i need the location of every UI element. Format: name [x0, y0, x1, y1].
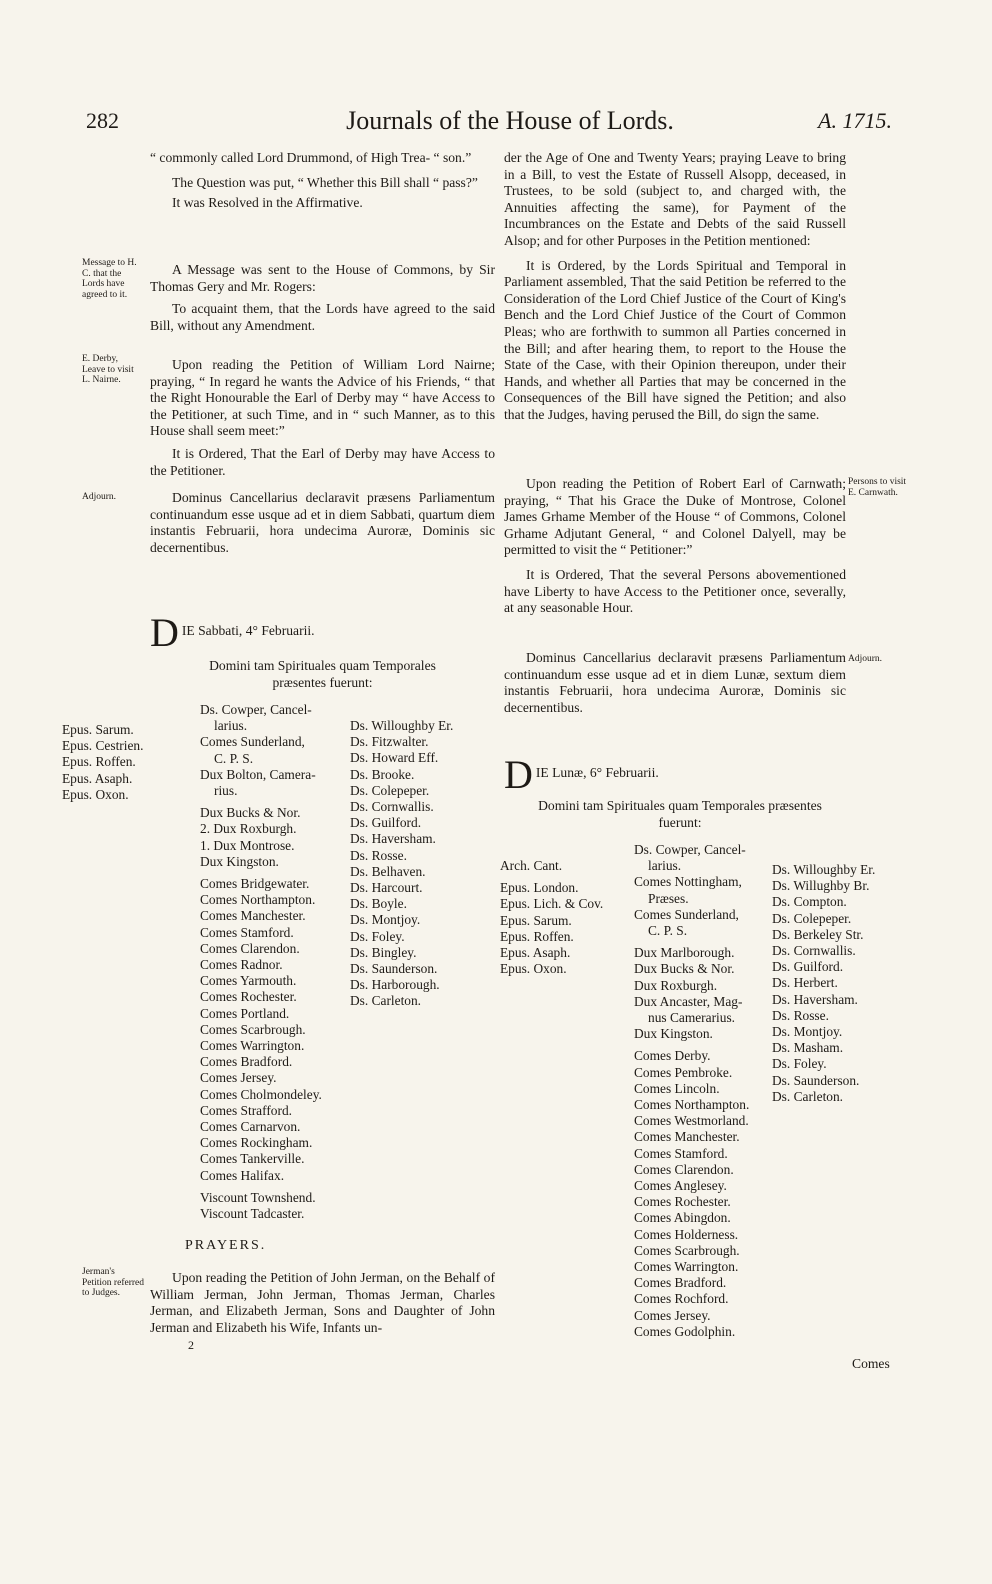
noble-entry: Comes Rochester. — [200, 989, 297, 1005]
day-heading-saturday — [150, 610, 495, 655]
noble-entry: Comes Abingdon. — [634, 1210, 731, 1226]
left-block-message — [150, 262, 495, 334]
noble-entry: Comes Rochford. — [634, 1291, 729, 1307]
right-paragraph-5: Dominus Cancellarius declaravit præsens Parliamentum continuandum esse usque ad et in diem Lunæ, sextum diem instantis Februarii, hora undecima Auroræ, Dominis sic decernentibus. — [504, 650, 846, 715]
margin-note-derby: E. Derby, Leave to visit L. Nairne. — [82, 354, 134, 385]
noble-entry: Comes Scarbrough. — [200, 1021, 306, 1037]
bishop-entry: Arch. Cant. — [500, 858, 563, 873]
noble-entry: Comes Warrington. — [200, 1038, 305, 1054]
baron-entry: Ds. Cornwallis. — [772, 943, 856, 959]
bishop-entry: Epus. Oxon. — [62, 786, 129, 802]
left-paragraph-5: To acquaint them, that the Lords have agreed to the said Bill, without any Amendment. — [150, 301, 495, 333]
noble-entry: Comes Yarmouth. — [200, 973, 297, 989]
noble-entry: Viscount Tadcaster. — [200, 1206, 305, 1222]
noble-entry: Comes Holderness. — [634, 1226, 739, 1242]
noble-entry: Comes Clarendon. — [200, 940, 300, 956]
noble-entry: Comes Manchester. — [200, 908, 306, 924]
noble-entry: Comes Northampton. — [634, 1097, 750, 1113]
nobles-list-left — [200, 702, 340, 1222]
noble-entry: nus Camerarius. — [648, 1010, 736, 1026]
noble-entry: larius. — [648, 858, 682, 874]
noble-entry: Comes Warrington. — [634, 1259, 739, 1275]
baron-entry: Ds. Brooke. — [350, 766, 415, 782]
margin-note-adjourn: Adjourn. — [82, 492, 117, 502]
baron-entry: Ds. Carleton. — [350, 993, 422, 1009]
baron-entry: Ds. Harborough. — [350, 977, 440, 993]
page-year: A. 1715. — [818, 108, 892, 133]
noble-entry: Comes Lincoln. — [634, 1080, 720, 1096]
noble-entry: Comes Northampton. — [200, 892, 316, 908]
catchword: Comes — [852, 1356, 890, 1371]
baron-entry: Ds. Guilford. — [772, 959, 844, 975]
noble-entry: Dux Bolton, Camera- — [200, 766, 316, 782]
baron-entry: Ds. Colepeper. — [350, 782, 430, 798]
present-line-left: Domini tam Spirituales quam Temporales præsentes fuerunt: — [209, 658, 436, 690]
right-block-adjourn — [504, 650, 846, 716]
baron-entry: Ds. Cornwallis. — [350, 799, 434, 815]
left-paragraph-9: Upon reading the Petition of John Jerman, on the Behalf of William Jerman, John Jerman, Thomas Jerman, Charles Jerman, and Elizabeth Jerman, Sons and Daughter of John Jerman and Elizabeth his Wife, Infants un- — [150, 1270, 495, 1335]
noble-entry: Comes Tankerville. — [200, 1151, 305, 1167]
day-heading-text: IE Lunæ, 6° Februarii. — [535, 765, 659, 780]
day-heading-monday — [504, 752, 846, 797]
right-paragraph-1: der the Age of One and Twenty Years; praying Leave to bring in a Bill, to vest the Estate of Russell Alsopp, deceased, in Trustees, to be sold (subject to, and charged with, the Annuities affecting the same), for Payment of the Incumbrances on the Estate and Debts of the said Russell Alsop; and for other Purposes in the Petition mentioned: — [504, 150, 846, 248]
noble-entry: Dux Bucks & Nor. — [634, 961, 735, 977]
baron-entry: Ds. Saunderson. — [350, 961, 438, 977]
left-paragraph-1: “ commonly called Lord Drummond, of High Trea- “ son.” — [150, 150, 472, 165]
noble-entry: Comes Nottingham, — [634, 874, 742, 890]
baron-entry: Ds. Montjoy. — [350, 912, 421, 928]
noble-entry: C. P. S. — [648, 923, 688, 939]
noble-entry: 1. Dux Montrose. — [200, 837, 295, 853]
left-block-jerman — [150, 1270, 495, 1336]
noble-entry: Dux Kingston. — [200, 853, 279, 869]
baron-entry: Ds. Saunderson. — [772, 1072, 860, 1088]
bishop-entry: Epus. Cestrien. — [62, 738, 144, 754]
bishop-entry: Epus. Oxon. — [500, 961, 567, 977]
drop-cap: D — [150, 610, 179, 655]
noble-entry: Comes Stamford. — [200, 924, 294, 940]
noble-entry: Comes Anglesey. — [634, 1178, 727, 1194]
day-heading-text: IE Sabbati, 4° Februarii. — [181, 623, 315, 638]
noble-entry: Dux Marlborough. — [634, 945, 735, 961]
noble-entry: Comes Carnarvon. — [200, 1119, 301, 1135]
baron-entry: Ds. Rosse. — [350, 847, 407, 863]
left-paragraph-6: Upon reading the Petition of William Lord Nairne; praying, “ In regard he wants the Advice of his Friends, “ that the Right Honourable the Earl of Derby may “ have Access to the Petitioner, at such Time, and in “ such Manner, as to this House shall seem meet:” — [150, 357, 495, 439]
baron-entry: Ds. Foley. — [772, 1056, 827, 1072]
baron-entry: Ds. Compton. — [772, 894, 847, 910]
baron-entry: Ds. Willughby Br. — [772, 878, 870, 894]
noble-entry: Præses. — [648, 890, 689, 906]
left-paragraph-8: Dominus Cancellarius declaravit præsens Parliamentum continuandum esse usque ad et in diem Sabbati, quartum diem instantis Februarii, hora undecima Auroræ, Dominis sic decernentibus. — [150, 490, 495, 555]
signature-mark: 2 — [188, 1338, 194, 1352]
bishop-entry: Epus. Asaph. — [500, 945, 571, 961]
noble-entry: Ds. Cowper, Cancel- — [634, 842, 746, 857]
noble-entry: rius. — [214, 783, 238, 799]
left-paragraph-2: The Question was put, “ Whether this Bill shall “ pass?” — [172, 174, 478, 190]
noble-entry: Dux Kingston. — [634, 1026, 713, 1042]
noble-entry: Comes Bradford. — [634, 1275, 727, 1291]
barons-list-left — [350, 718, 453, 1010]
noble-entry: Comes Rochester. — [634, 1194, 731, 1210]
right-column-top — [504, 150, 846, 424]
baron-entry: Ds. Willoughby Er. — [772, 862, 876, 877]
baron-entry: Ds. Foley. — [350, 928, 405, 944]
drop-cap: D — [504, 752, 533, 797]
bishop-entry: Epus. Roffen. — [500, 928, 574, 944]
page-title: Journals of the House of Lords. — [346, 106, 674, 135]
barons-list-right — [772, 862, 875, 1105]
noble-entry: Comes Manchester. — [634, 1129, 740, 1145]
bishops-list-right — [500, 858, 603, 977]
noble-entry: Comes Stamford. — [634, 1145, 728, 1161]
baron-entry: Ds. Haversham. — [350, 831, 436, 847]
baron-entry: Ds. Howard Eff. — [350, 750, 439, 766]
noble-entry: Comes Portland. — [200, 1005, 290, 1021]
baron-entry: Ds. Berkeley Str. — [772, 926, 864, 942]
noble-entry: larius. — [214, 718, 248, 734]
margin-note-adjourn-right: Adjourn. — [848, 654, 883, 664]
bishop-entry: Epus. London. — [500, 880, 579, 896]
right-paragraph-4: It is Ordered, That the several Persons abovementioned have Liberty to have Access to the Petitioner once, severally, at any seasonable Hour. — [504, 566, 846, 616]
noble-entry: Comes Scarbrough. — [634, 1242, 740, 1258]
noble-entry: Comes Radnor. — [200, 957, 283, 973]
left-block-adjourn — [150, 490, 495, 556]
baron-entry: Ds. Willoughby Er. — [350, 718, 454, 733]
left-paragraph-7: It is Ordered, That the Earl of Derby may have Access to the Petitioner. — [150, 445, 495, 478]
noble-entry: Comes Pembroke. — [634, 1064, 733, 1080]
baron-entry: Ds. Carleton. — [772, 1088, 844, 1104]
bishop-entry: Epus. Roffen. — [62, 754, 136, 770]
noble-entry: Comes Bridgewater. — [200, 876, 310, 892]
bishop-entry: Epus. Sarum. — [62, 722, 134, 737]
left-paragraph-4: A Message was sent to the House of Commons, by Sir Thomas Gery and Mr. Rogers: — [150, 262, 495, 294]
noble-entry: Comes Cholmondeley. — [200, 1086, 322, 1102]
right-paragraph-2: It is Ordered, by the Lords Spiritual and Temporal in Parliament assembled, That the said Petition be referred to the Consideration of the Lord Chief Justice of the Court of King's Bench and the Lord Chief Justice of the Court of Common Pleas; who are forthwith to summon all Parties concerned in the Bill; and after hearing them, to report to the House the State of the Case, with their Opinion thereupon, under their Hands, and whether all Parties that may be concerned in the Consequences of the Bill have signed the Petition; and also that the Judges, having perused the Bill, do sign the same. — [504, 257, 846, 422]
margin-note-message: Message to H. C. that the Lords have agreed to it. — [82, 258, 137, 300]
noble-entry: Ds. Cowper, Cancel- — [200, 702, 312, 717]
noble-entry: Comes Westmorland. — [634, 1113, 749, 1129]
noble-entry: Comes Godolphin. — [634, 1323, 736, 1339]
bishop-entry: Epus. Sarum. — [500, 912, 572, 928]
prayers-heading: PRAYERS. — [185, 1238, 267, 1253]
noble-entry: C. P. S. — [214, 750, 254, 766]
baron-entry: Ds. Bingley. — [350, 944, 417, 960]
noble-entry: Dux Bucks & Nor. — [200, 805, 301, 821]
baron-entry: Ds. Belhaven. — [350, 863, 426, 879]
baron-entry: Ds. Montjoy. — [772, 1024, 843, 1040]
baron-entry: Ds. Rosse. — [772, 1007, 829, 1023]
page-number: 282 — [86, 108, 119, 133]
bishop-entry: Epus. Asaph. — [62, 770, 133, 786]
noble-entry: Comes Halifax. — [200, 1167, 285, 1183]
noble-entry: Comes Sunderland, — [634, 906, 739, 922]
baron-entry: Ds. Colepeper. — [772, 910, 852, 926]
baron-entry: Ds. Boyle. — [350, 896, 407, 912]
left-block-nairne — [150, 357, 495, 479]
noble-entry: Comes Sunderland, — [200, 734, 305, 750]
noble-entry: Comes Rockingham. — [200, 1135, 313, 1151]
baron-entry: Ds. Herbert. — [772, 975, 838, 991]
present-line-right: Domini tam Spirituales quam Temporales præsentes fuerunt: — [538, 798, 822, 830]
margin-note-jerman: Jerman's Petition referred to Judges. — [82, 1267, 144, 1298]
nobles-list-right — [634, 842, 764, 1340]
noble-entry: Comes Derby. — [634, 1048, 711, 1064]
noble-entry: Comes Strafford. — [200, 1102, 292, 1118]
baron-entry: Ds. Guilford. — [350, 815, 422, 831]
noble-entry: Dux Roxburgh. — [634, 977, 718, 993]
noble-entry: Dux Ancaster, Mag- — [634, 993, 743, 1009]
margin-note-carnwath: Persons to visit E. Carnwath. — [848, 477, 907, 498]
baron-entry: Ds. Haversham. — [772, 991, 858, 1007]
right-paragraph-3: Upon reading the Petition of Robert Earl of Carnwath; praying, “ That his Grace the Duke of Montrose, Colonel James Grhame Member of the House “ of Commons, Colonel Grhame Adjutant General, “ and Colonel Dalyell, may be permitted to visit the “ Petitioner:” — [504, 476, 846, 558]
bishop-entry: Epus. Lich. & Cov. — [500, 896, 604, 912]
left-paragraph-3: It was Resolved in the Affirmative. — [172, 195, 363, 211]
bishops-list-left — [62, 722, 143, 803]
baron-entry: Ds. Masham. — [772, 1040, 844, 1056]
baron-entry: Ds. Harcourt. — [350, 880, 423, 896]
noble-entry: Comes Clarendon. — [634, 1161, 734, 1177]
right-block-carnwath — [504, 476, 846, 617]
baron-entry: Ds. Fitzwalter. — [350, 734, 429, 750]
noble-entry: Comes Jersey. — [200, 1070, 277, 1086]
noble-entry: Comes Bradford. — [200, 1054, 293, 1070]
noble-entry: Viscount Townshend. — [200, 1189, 316, 1205]
left-column — [150, 150, 495, 212]
noble-entry: 2. Dux Roxburgh. — [200, 821, 297, 837]
noble-entry: Comes Jersey. — [634, 1307, 711, 1323]
